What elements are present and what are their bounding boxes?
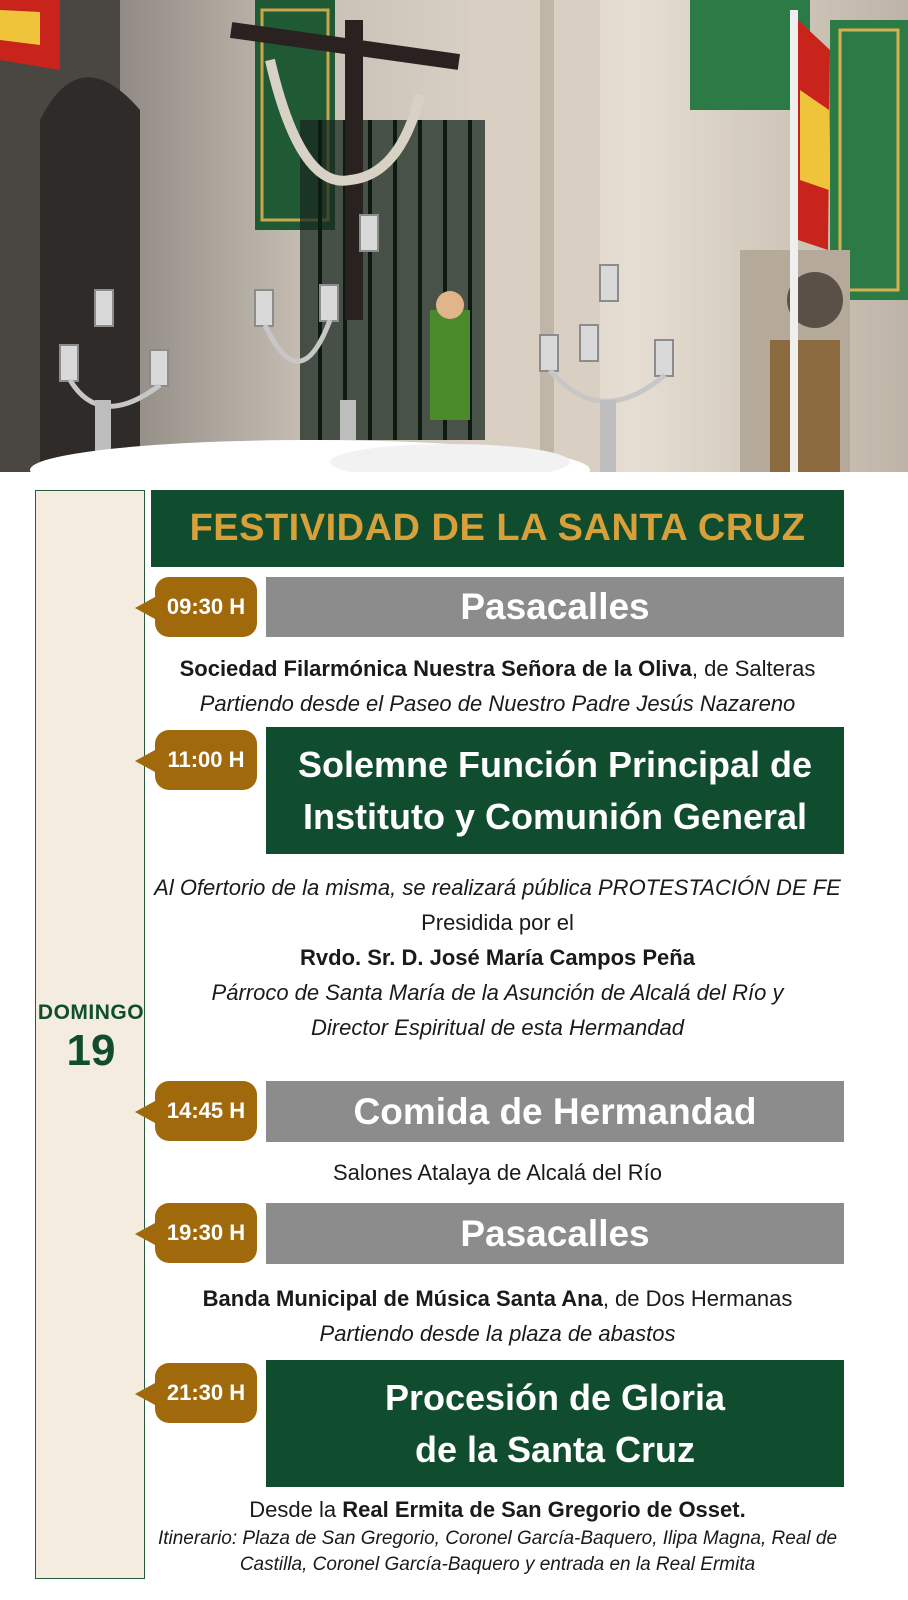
day-column xyxy=(35,490,145,1579)
day-number: 19 xyxy=(66,1026,116,1075)
event-title: Comida de Hermandad xyxy=(266,1081,844,1142)
event-description: Sociedad Filarmónica Nuestra Señora de la Oliva, de Salteras Partiendo desde el Paseo de Nuestro Padre Jesús Nazareno xyxy=(179,656,816,716)
time-badge: 14:45 H xyxy=(155,1081,257,1141)
time-badge: 21:30 H xyxy=(155,1363,257,1423)
event-description: Salones Atalaya de Alcalá del Río xyxy=(332,1160,662,1185)
event-description: Al Ofertorio de la misma, se realizará pública PROTESTACIÓN DE FE Presidida por el Rvdo. Sr. D. José María Campos Peña Párroco de Santa María de la Asunción de Alcalá del Río y Director Espiritual de esta Hermandad xyxy=(154,875,841,1040)
day-word: DOMINGO xyxy=(37,1001,145,1024)
header-photo xyxy=(0,0,908,472)
page-title: FESTIVIDAD DE LA SANTA CRUZ xyxy=(189,507,806,549)
time-badge: 19:30 H xyxy=(155,1203,257,1263)
event-title: Solemne Función Principal de Instituto y Comunión General xyxy=(266,727,844,854)
event-title: Pasacalles xyxy=(266,577,844,637)
event-description: Desde la Real Ermita de San Gregorio de Osset. Itinerario: Plaza de San Gregorio, Coronel García-Baquero, Ilipa Magna, Real de Castilla, Coronel García-Baquero y entrada en la Real Ermita xyxy=(157,1497,838,1575)
time-badge: 09:30 H xyxy=(155,577,257,637)
time-badge: 11:00 H xyxy=(155,730,257,790)
title-banner xyxy=(151,490,844,567)
event-title: Procesión de Gloria de la Santa Cruz xyxy=(266,1360,844,1487)
event-title: Pasacalles xyxy=(266,1203,844,1264)
event-description: Banda Municipal de Música Santa Ana, de Dos Hermanas Partiendo desde la plaza de abastos xyxy=(202,1286,793,1346)
